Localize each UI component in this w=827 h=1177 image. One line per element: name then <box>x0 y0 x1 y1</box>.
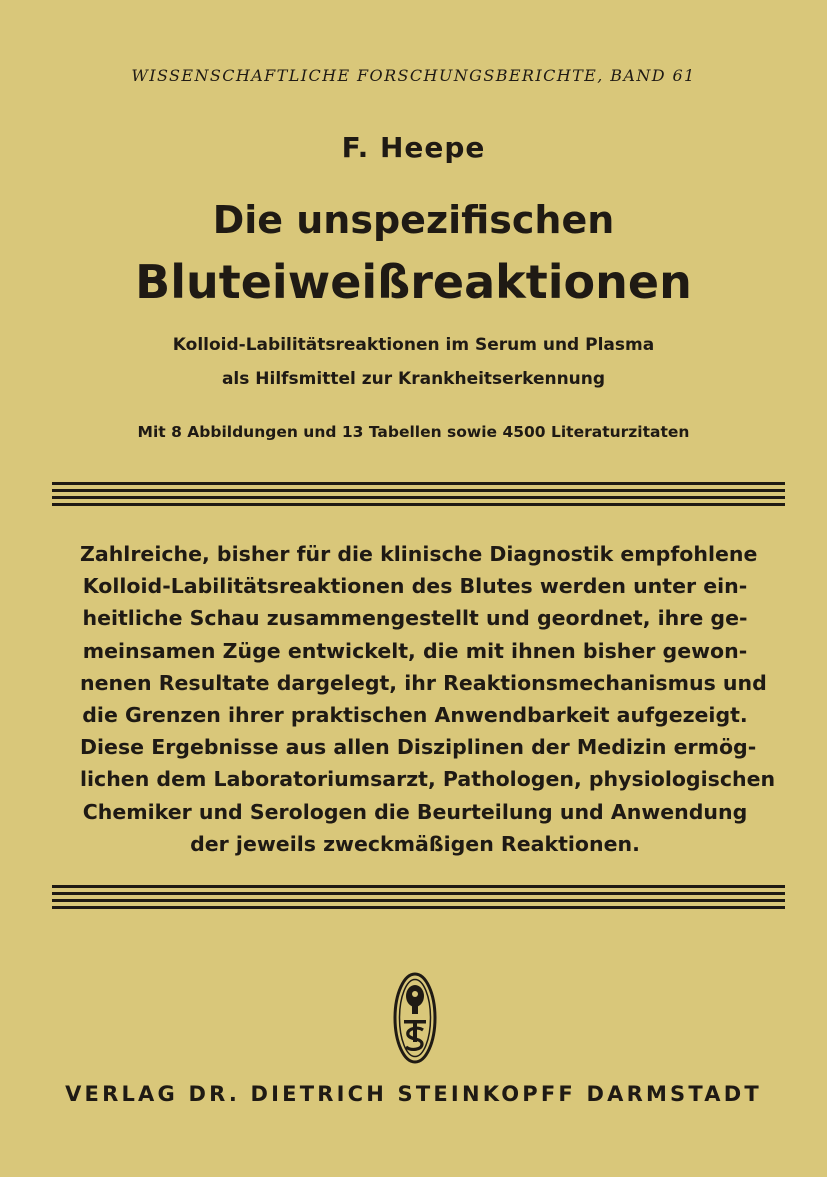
blurb-line: Chemiker und Serologen die Beurteilung und Anwendung <box>82 799 748 824</box>
blurb-line: Diese Ergebnisse aus allen Disziplinen der Medizin ermög- <box>80 735 757 760</box>
blurb-line: der jeweils zweckmäßigen Reaktionen. <box>190 831 640 856</box>
blurb-line: heitliche Schau zusammengestellt und geordnet, ihre ge- <box>82 606 748 631</box>
blurb-line: die Grenzen ihrer praktischen Anwendbarkeit aufgezeigt. <box>82 702 748 727</box>
subtitle-line-1: Kolloid-Labilitätsreaktionen im Serum und Plasma <box>172 335 655 355</box>
description-blurb <box>80 538 776 860</box>
decorative-rule-bottom <box>52 885 785 909</box>
subtitle-line-2: als Hilfsmittel zur Krankheitserkennung <box>221 369 606 389</box>
author-name: F. Heepe <box>341 131 486 164</box>
book-title-line-1: Die unspezifischen <box>212 198 615 242</box>
blurb-line: lichen dem Laboratoriumsarzt, Pathologen, physiologischen <box>80 767 776 792</box>
publisher-imprint: VERLAG DR. DIETRICH STEINKOPFF DARMSTADT <box>65 1082 762 1106</box>
publisher-emblem-icon <box>393 972 437 1064</box>
blurb-line: Zahlreiche, bisher für die klinische Diagnostik empfohlene <box>80 542 758 566</box>
blurb-line: Kolloid-Labilitätsreaktionen des Blutes werden unter ein- <box>82 574 748 599</box>
blurb-line: meinsamen Züge entwickelt, die mit ihnen bisher gewon- <box>82 638 748 663</box>
series-title: WISSENSCHAFTLICHE FORSCHUNGSBERICHTE, BAND 61 <box>131 66 696 85</box>
book-details: Mit 8 Abbildungen und 13 Tabellen sowie 4500 Literaturzitaten <box>137 423 690 441</box>
decorative-rule-top <box>52 482 785 506</box>
book-title-line-2: Bluteiweißreaktionen <box>135 255 692 309</box>
blurb-line: nenen Resultate dargelegt, ihr Reaktionsmechanismus und <box>80 670 767 695</box>
